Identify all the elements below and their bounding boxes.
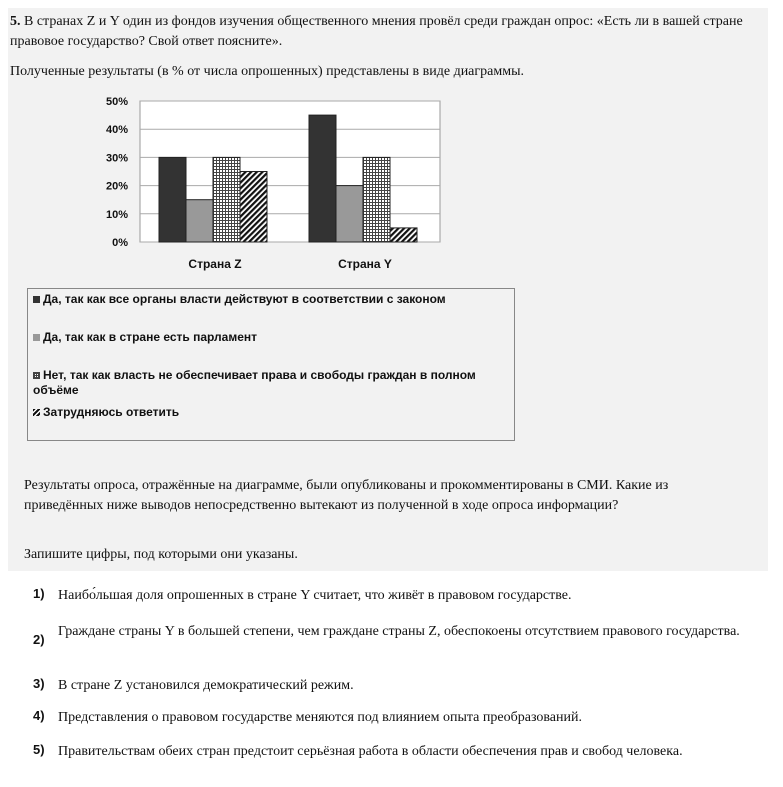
legend-swatch-gray — [33, 334, 40, 341]
answer-number: 4) — [33, 708, 45, 723]
answer-text: Наибо́льшая доля опрошенных в стране Y считает, что живёт в правовом государстве. — [58, 588, 572, 603]
answer-text: Граждане страны Y в большей степени, чем граждане страны Z, обеспокоены отсутствием правового государства. — [58, 624, 740, 639]
bar — [390, 228, 417, 242]
y-tick-label: 20% — [105, 180, 128, 193]
question-text — [10, 12, 758, 52]
answer-text: Правительствам обеих стран предстоит серьёзная работа в области обеспечения прав и свобод человека. — [58, 744, 683, 759]
question-body: В странах Z и Y один из фондов изучения общественного мнения провёл среди граждан опрос: «Есть ли в вашей стране правовое государство? Свой ответ поясните». — [10, 14, 743, 49]
y-tick-label: 0% — [112, 237, 128, 249]
bar — [336, 186, 363, 242]
chart-intro: Полученные результаты (в % от числа опрошенных) представлены в виде диаграммы. — [10, 64, 524, 79]
answer-number: 3) — [33, 676, 45, 691]
y-tick-label: 10% — [105, 208, 128, 221]
answer-number: 2) — [33, 632, 45, 647]
bar — [309, 115, 336, 242]
y-tick-label: 50% — [105, 96, 128, 108]
answer-number: 1) — [33, 586, 45, 601]
x-category-label: Страна Y — [338, 257, 392, 271]
task-paragraph: Результаты опроса, отражённые на диаграмме, были опубликованы и прокомментированы в СМИ. Какие из приведённых ниже выводов непосредственно вытекают из полученной в ходе опроса информации? — [24, 478, 669, 513]
x-category-label: Страна Z — [188, 257, 242, 271]
legend-swatch-grid — [33, 372, 40, 379]
legend-swatch-hatched — [33, 409, 40, 416]
legend-label: Да, так как все органы власти действуют в соответствии с законом — [43, 292, 446, 306]
chart-legend — [27, 288, 515, 441]
bar — [363, 157, 390, 242]
legend-item — [33, 368, 513, 398]
bar-chart — [96, 88, 446, 278]
legend-label: Затрудняюсь ответить — [43, 405, 180, 419]
bar — [159, 157, 186, 242]
task-instruction: Запишите цифры, под которыми они указаны. — [24, 547, 298, 562]
answer-number: 5) — [33, 742, 45, 757]
x-axis-labels — [188, 257, 391, 271]
question-number: 5. — [10, 14, 21, 29]
legend-item — [33, 330, 513, 345]
answer-text: В стране Z установился демократический режим. — [58, 678, 354, 693]
y-axis-ticks — [106, 96, 128, 249]
answer-text: Представления о правовом государстве меняются под влиянием опыта преобразований. — [58, 710, 583, 725]
y-tick-label: 30% — [105, 152, 128, 165]
legend-swatch-solid — [33, 296, 40, 303]
legend-item — [33, 292, 513, 307]
bar — [186, 200, 213, 242]
legend-item — [33, 405, 513, 420]
bar — [240, 172, 267, 243]
y-tick-label: 40% — [105, 124, 128, 137]
legend-label: Нет, так как власть не обеспечивает права и свободы граждан в полном объёме — [33, 368, 476, 397]
bar — [213, 157, 240, 242]
legend-label: Да, так как в стране есть парламент — [43, 330, 258, 344]
